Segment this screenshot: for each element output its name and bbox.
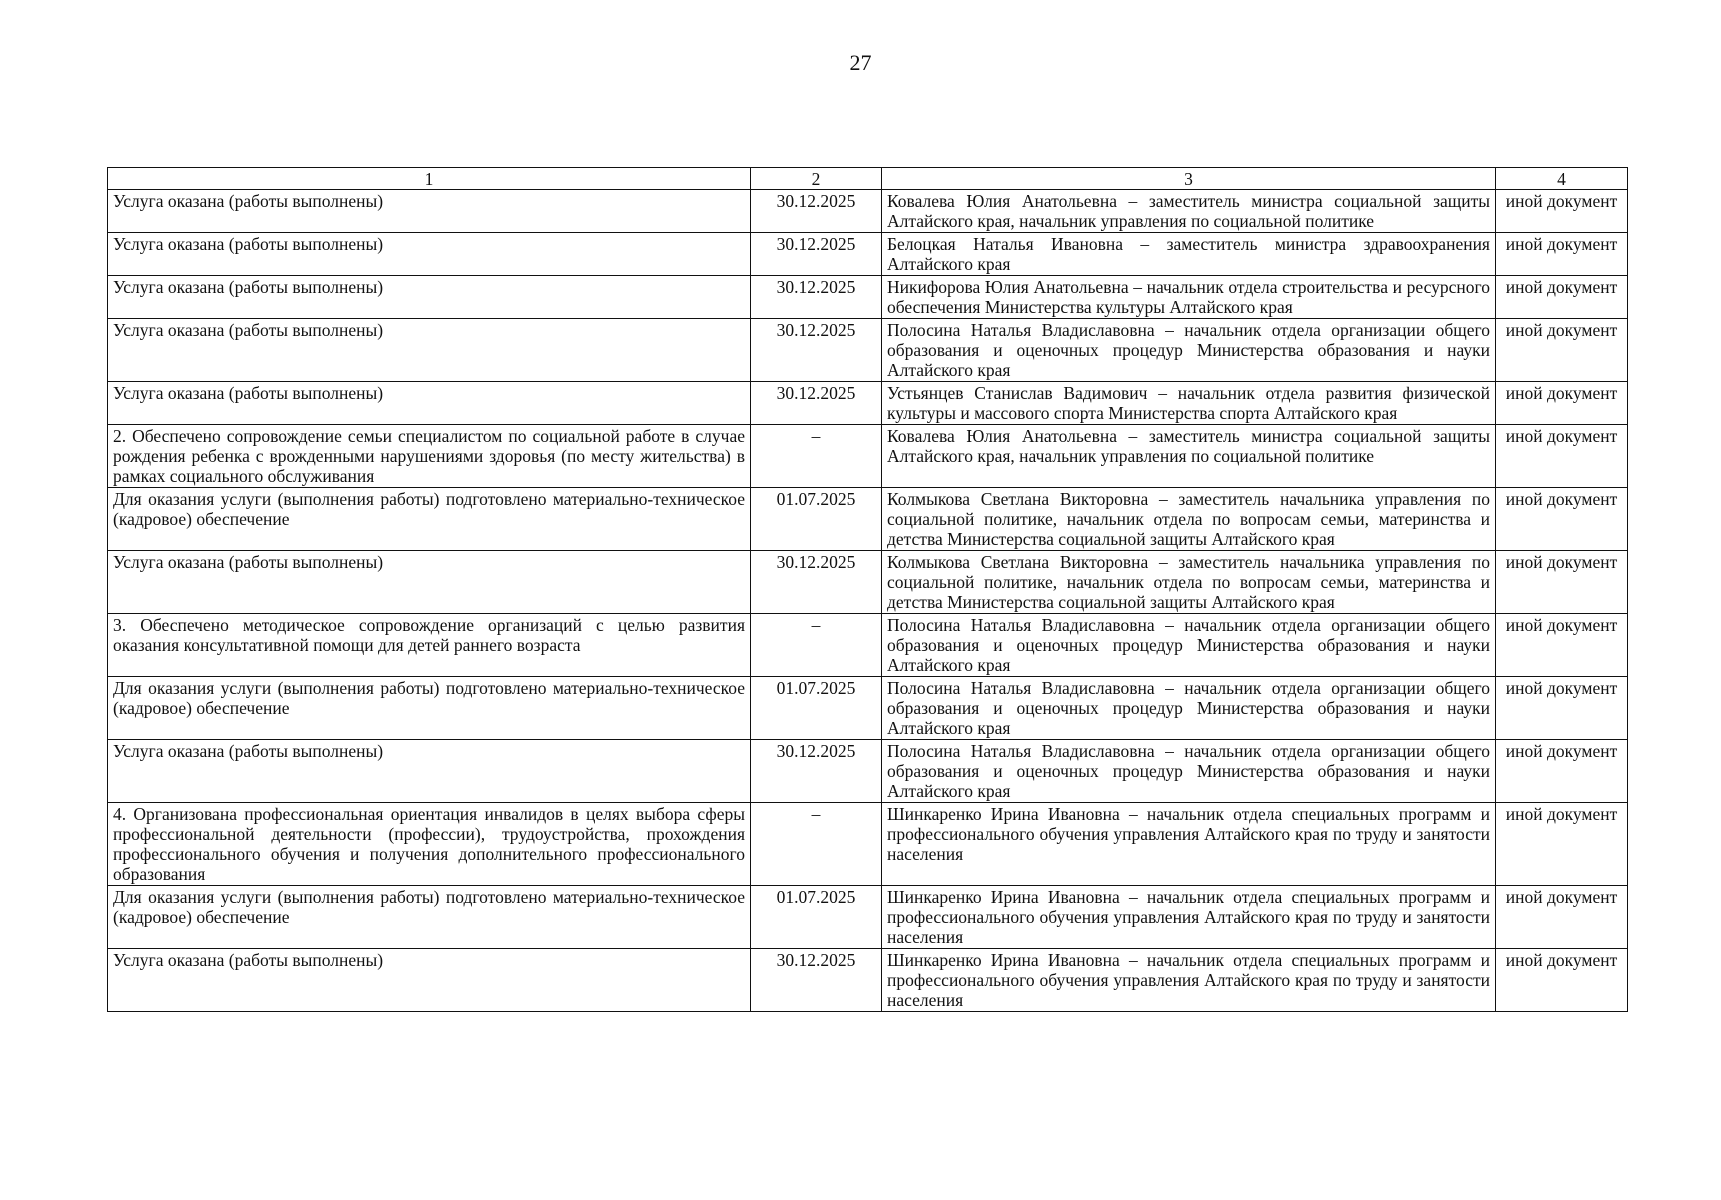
table-row: [108, 614, 1628, 677]
task-cell: Для оказания услуги (выполнения работы) подготовлено материально-техническое (кадровое) обеспечение: [108, 886, 751, 949]
task-cell: Для оказания услуги (выполнения работы) подготовлено материально-техническое (кадровое) обеспечение: [108, 488, 751, 551]
task-cell: Услуга оказана (работы выполнены): [108, 382, 751, 425]
task-cell: Услуга оказана (работы выполнены): [108, 551, 751, 614]
date-cell: –: [751, 614, 882, 677]
document-type-cell: иной документ: [1496, 488, 1628, 551]
document-type-cell: иной документ: [1496, 190, 1628, 233]
task-cell: Услуга оказана (работы выполнены): [108, 740, 751, 803]
column-header: 1: [108, 168, 751, 190]
responsible-cell: Шинкаренко Ирина Ивановна – начальник отдела специальных программ и профессионального обучения управления Алтайского края по труду и занятости населения: [882, 803, 1496, 886]
table-row: [108, 276, 1628, 319]
responsible-cell: Никифорова Юлия Анатольевна – начальник отдела строительства и ресурсного обеспечения Министерства культуры Алтайского края: [882, 276, 1496, 319]
table-row: [108, 803, 1628, 886]
date-cell: 30.12.2025: [751, 382, 882, 425]
document-type-cell: иной документ: [1496, 551, 1628, 614]
document-type-cell: иной документ: [1496, 886, 1628, 949]
table-row: [108, 740, 1628, 803]
date-cell: 01.07.2025: [751, 677, 882, 740]
responsible-cell: Шинкаренко Ирина Ивановна – начальник отдела специальных программ и профессионального обучения управления Алтайского края по труду и занятости населения: [882, 886, 1496, 949]
column-header: 4: [1496, 168, 1628, 190]
table-row: [108, 488, 1628, 551]
document-type-cell: иной документ: [1496, 614, 1628, 677]
document-type-cell: иной документ: [1496, 233, 1628, 276]
date-cell: 30.12.2025: [751, 276, 882, 319]
table-row: [108, 425, 1628, 488]
task-cell: 3. Обеспечено методическое сопровождение организаций с целью развития оказания консультативной помощи для детей раннего возраста: [108, 614, 751, 677]
table-header-row: [108, 168, 1628, 190]
date-cell: 01.07.2025: [751, 886, 882, 949]
responsible-cell: Полосина Наталья Владиславовна – начальник отдела организации общего образования и оценочных процедур Министерства образования и науки Алтайского края: [882, 319, 1496, 382]
date-cell: 30.12.2025: [751, 740, 882, 803]
document-type-cell: иной документ: [1496, 677, 1628, 740]
responsible-cell: Ковалева Юлия Анатольевна – заместитель министра социальной защиты Алтайского края, начальник управления по социальной политике: [882, 190, 1496, 233]
table-row: [108, 551, 1628, 614]
task-cell: Для оказания услуги (выполнения работы) подготовлено материально-техническое (кадровое) обеспечение: [108, 677, 751, 740]
responsible-cell: Шинкаренко Ирина Ивановна – начальник отдела специальных программ и профессионального обучения управления Алтайского края по труду и занятости населения: [882, 949, 1496, 1012]
responsible-cell: Ковалева Юлия Анатольевна – заместитель министра социальной защиты Алтайского края, начальник управления по социальной политике: [882, 425, 1496, 488]
responsible-cell: Полосина Наталья Владиславовна – начальник отдела организации общего образования и оценочных процедур Министерства образования и науки Алтайского края: [882, 677, 1496, 740]
document-table: [107, 167, 1628, 1012]
document-type-cell: иной документ: [1496, 803, 1628, 886]
date-cell: –: [751, 425, 882, 488]
column-header: 2: [751, 168, 882, 190]
date-cell: 30.12.2025: [751, 949, 882, 1012]
date-cell: 30.12.2025: [751, 233, 882, 276]
table-row: [108, 233, 1628, 276]
document-type-cell: иной документ: [1496, 949, 1628, 1012]
responsible-cell: Колмыкова Светлана Викторовна – заместитель начальника управления по социальной политике, начальник отдела по вопросам семьи, материнства и детства Министерства социальной защиты Алтайского края: [882, 488, 1496, 551]
date-cell: 30.12.2025: [751, 551, 882, 614]
table-row: [108, 382, 1628, 425]
document-type-cell: иной документ: [1496, 425, 1628, 488]
responsible-cell: Полосина Наталья Владиславовна – начальник отдела организации общего образования и оценочных процедур Министерства образования и науки Алтайского края: [882, 740, 1496, 803]
task-cell: Услуга оказана (работы выполнены): [108, 319, 751, 382]
date-cell: 01.07.2025: [751, 488, 882, 551]
task-cell: Услуга оказана (работы выполнены): [108, 190, 751, 233]
column-header: 3: [882, 168, 1496, 190]
date-cell: –: [751, 803, 882, 886]
table-row: [108, 949, 1628, 1012]
task-cell: Услуга оказана (работы выполнены): [108, 276, 751, 319]
task-cell: Услуга оказана (работы выполнены): [108, 233, 751, 276]
table-row: [108, 319, 1628, 382]
table-row: [108, 677, 1628, 740]
responsible-cell: Полосина Наталья Владиславовна – начальник отдела организации общего образования и оценочных процедур Министерства образования и науки Алтайского края: [882, 614, 1496, 677]
document-type-cell: иной документ: [1496, 740, 1628, 803]
page-number: 27: [849, 50, 872, 75]
table-row: [108, 886, 1628, 949]
table-row: [108, 190, 1628, 233]
responsible-cell: Устьянцев Станислав Вадимович – начальник отдела развития физической культуры и массового спорта Министерства спорта Алтайского края: [882, 382, 1496, 425]
date-cell: 30.12.2025: [751, 190, 882, 233]
task-cell: Услуга оказана (работы выполнены): [108, 949, 751, 1012]
document-type-cell: иной документ: [1496, 319, 1628, 382]
responsible-cell: Белоцкая Наталья Ивановна – заместитель министра здравоохранения Алтайского края: [882, 233, 1496, 276]
document-type-cell: иной документ: [1496, 382, 1628, 425]
document-type-cell: иной документ: [1496, 276, 1628, 319]
task-cell: 2. Обеспечено сопровождение семьи специалистом по социальной работе в случае рождения ребенка с врожденными нарушениями здоровья (по месту жительства) в рамках социального обслуживания: [108, 425, 751, 488]
date-cell: 30.12.2025: [751, 319, 882, 382]
task-cell: 4. Организована профессиональная ориентация инвалидов в целях выбора сферы профессиональной деятельности (профессии), трудоустройства, прохождения профессионального обучения и получения дополнительного профессионального образования: [108, 803, 751, 886]
responsible-cell: Колмыкова Светлана Викторовна – заместитель начальника управления по социальной политике, начальник отдела по вопросам семьи, материнства и детства Министерства социальной защиты Алтайского края: [882, 551, 1496, 614]
